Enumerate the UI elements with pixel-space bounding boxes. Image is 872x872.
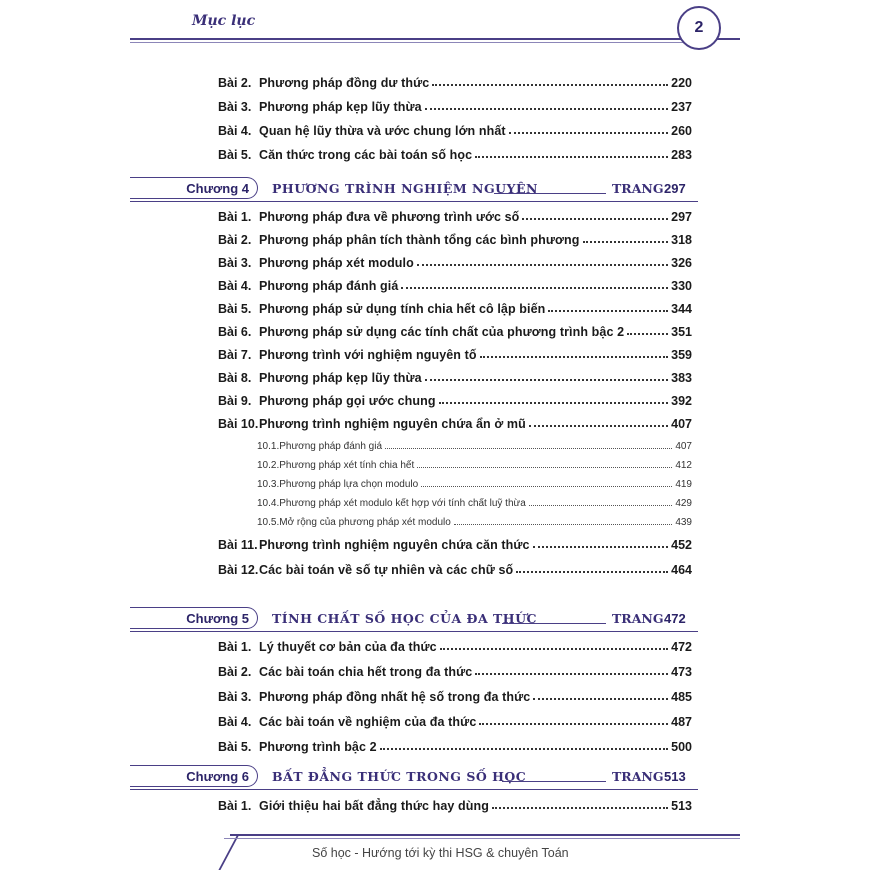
entry-label: Bài 5. <box>218 148 252 162</box>
toc-entry <box>218 365 692 385</box>
entry-label: Bài 3. <box>218 690 252 704</box>
toc-entry <box>218 684 692 704</box>
toc-entry <box>218 793 692 813</box>
dot-leader <box>529 425 668 427</box>
dot-leader <box>583 241 669 243</box>
entry-page: 472 <box>671 640 692 654</box>
toc-entry <box>218 70 692 90</box>
toc-entry <box>218 342 692 362</box>
entry-title: Căn thức trong các bài toán số học <box>259 148 473 162</box>
toc-subentry <box>257 491 692 509</box>
entry-label: Bài 8. <box>218 371 252 385</box>
toc-entry <box>218 634 692 654</box>
chapter-page: 472 <box>664 611 686 626</box>
page-number-badge: 2 <box>677 6 721 50</box>
subentry-page: 439 <box>675 517 692 528</box>
chapter-page: 513 <box>664 769 686 784</box>
header-title: Mục lục <box>192 13 256 29</box>
entry-title: Phương trình nghiệm nguyên chứa căn thức <box>259 538 530 552</box>
toc-subentry <box>257 453 692 471</box>
entry-page: 318 <box>671 233 692 247</box>
dot-leader <box>421 486 672 487</box>
toc-entry <box>218 204 692 224</box>
subentry-page: 407 <box>675 441 692 452</box>
subentry-page: 429 <box>675 498 692 509</box>
chapter-trang-label: TRANG <box>612 769 664 784</box>
entry-title: Phương pháp gọi ước chung <box>259 394 436 408</box>
chapter-underline <box>130 789 698 790</box>
entry-label: Bài 1. <box>218 640 252 654</box>
entry-title: Phương pháp đưa về phương trình ước số <box>259 210 520 224</box>
entry-label: Bài 4. <box>218 279 252 293</box>
entry-label: Bài 5. <box>218 302 252 316</box>
subentry-title: 10.5.Mở rộng của phương pháp xét modulo <box>257 517 451 528</box>
entry-page: 351 <box>671 325 692 339</box>
dot-leader <box>533 698 668 700</box>
entry-title: Phương pháp kẹp lũy thừa <box>259 371 422 385</box>
dot-leader <box>432 84 668 86</box>
dot-leader <box>401 287 668 289</box>
entry-page: 452 <box>671 538 692 552</box>
dot-leader <box>439 402 669 404</box>
dot-leader <box>522 218 668 220</box>
dot-leader <box>475 156 668 158</box>
dot-leader <box>627 333 668 335</box>
subentry-title: 10.2.Phương pháp xét tính chia hết <box>257 460 415 471</box>
entry-label: Bài 3. <box>218 100 252 114</box>
toc-entry <box>218 296 692 316</box>
entry-title: Phương trình với nghiệm nguyên tố <box>259 348 477 362</box>
entry-title: Phương pháp đồng nhất hệ số trong đa thức <box>259 690 531 704</box>
toc-entry <box>218 734 692 754</box>
entry-page: 220 <box>671 76 692 90</box>
entry-title: Phương pháp đồng dư thức <box>259 76 430 90</box>
entry-label: Bài 2. <box>218 233 252 247</box>
entry-title: Giới thiệu hai bất đẳng thức hay dùng <box>259 799 489 813</box>
dot-leader <box>533 546 669 548</box>
chapter-title-rule <box>502 781 606 782</box>
entry-label: Bài 9. <box>218 394 252 408</box>
subentry-title: 10.3.Phương pháp lựa chọn modulo <box>257 479 419 490</box>
toc-entry <box>218 319 692 339</box>
chapter-title: PHƯƠNG TRÌNH NGHIỆM NGUYÊN <box>272 181 538 196</box>
entry-label: Bài 4. <box>218 715 252 729</box>
chapter-underline <box>130 631 698 632</box>
entry-page: 487 <box>671 715 692 729</box>
entry-label: Bài 10. <box>218 417 259 431</box>
entry-page: 283 <box>671 148 692 162</box>
toc-entry <box>218 118 692 138</box>
footer-rule-thin <box>224 838 740 839</box>
entry-page: 344 <box>671 302 692 316</box>
entry-title: Phương pháp sử dụng tính chia hết cô lập biến <box>259 302 546 316</box>
toc-entry <box>218 94 692 114</box>
entry-page: 297 <box>671 210 692 224</box>
toc-entry <box>218 388 692 408</box>
entry-label: Bài 5. <box>218 740 252 754</box>
entry-label: Bài 11. <box>218 538 258 552</box>
toc-entry <box>218 273 692 293</box>
dot-leader <box>425 108 668 110</box>
chapter-title-rule <box>502 623 606 624</box>
header-rule <box>130 38 740 40</box>
toc-subentry <box>257 472 692 490</box>
dot-leader <box>548 310 668 312</box>
chapter-title: TÍNH CHẤT SỐ HỌC CỦA ĐA THỨC <box>272 611 537 626</box>
entry-page: 464 <box>671 563 692 577</box>
subentry-title: 10.4.Phương pháp xét modulo kết hợp với tính chất luỹ thừa <box>257 498 526 509</box>
toc-entry <box>218 411 692 431</box>
entry-label: Bài 2. <box>218 76 252 90</box>
dot-leader <box>475 673 668 675</box>
header-rule-thin <box>130 42 690 43</box>
entry-page: 500 <box>671 740 692 754</box>
dot-leader <box>380 748 668 750</box>
entry-title: Phương pháp kẹp lũy thừa <box>259 100 422 114</box>
toc-entry <box>218 227 692 247</box>
chapter-heading <box>130 604 700 634</box>
chapter-trang-label: TRANG <box>612 611 664 626</box>
entry-page: 392 <box>671 394 692 408</box>
dot-leader <box>516 571 668 573</box>
toc-entry <box>218 532 692 552</box>
entry-page: 237 <box>671 100 692 114</box>
subentry-page: 412 <box>675 460 692 471</box>
entry-title: Phương pháp phân tích thành tổng các bình phương <box>259 233 580 247</box>
entry-title: Các bài toán chia hết trong đa thức <box>259 665 473 679</box>
entry-page: 407 <box>671 417 692 431</box>
chapter-underline <box>130 201 698 202</box>
dot-leader <box>479 723 668 725</box>
dot-leader <box>417 467 672 468</box>
entry-title: Phương pháp sử dụng các tính chất của phương trình bậc 2 <box>259 325 625 339</box>
entry-title: Lý thuyết cơ bản của đa thức <box>259 640 437 654</box>
entry-title: Phương trình nghiệm nguyên chứa ẩn ở mũ <box>259 417 526 431</box>
entry-page: 359 <box>671 348 692 362</box>
toc-entry <box>218 557 692 577</box>
dot-leader <box>440 648 668 650</box>
toc-subentry <box>257 434 692 452</box>
entry-title: Phương pháp xét modulo <box>259 256 414 270</box>
entry-page: 473 <box>671 665 692 679</box>
toc-entry <box>218 659 692 679</box>
footer-rule <box>230 834 740 836</box>
entry-label: Bài 12. <box>218 563 259 577</box>
toc-entry <box>218 709 692 729</box>
dot-leader <box>480 356 669 358</box>
toc-page <box>130 0 742 872</box>
chapter-tab: Chương 6 <box>130 765 258 787</box>
entry-title: Phương pháp đánh giá <box>259 279 399 293</box>
chapter-heading <box>130 174 700 204</box>
toc-entry <box>218 250 692 270</box>
entry-page: 383 <box>671 371 692 385</box>
chapter-heading <box>130 762 700 792</box>
entry-label: Bài 2. <box>218 665 252 679</box>
entry-label: Bài 3. <box>218 256 252 270</box>
entry-label: Bài 1. <box>218 799 252 813</box>
dot-leader <box>425 379 668 381</box>
entry-title: Các bài toán về số tự nhiên và các chữ số <box>259 563 514 577</box>
entry-page: 260 <box>671 124 692 138</box>
chapter-tab: Chương 5 <box>130 607 258 629</box>
dot-leader <box>529 505 673 506</box>
chapter-title-rule <box>494 193 606 194</box>
entry-label: Bài 6. <box>218 325 252 339</box>
entry-title: Các bài toán về nghiệm của đa thức <box>259 715 477 729</box>
entry-page: 513 <box>671 799 692 813</box>
entry-label: Bài 1. <box>218 210 252 224</box>
chapter-tab: Chương 4 <box>130 177 258 199</box>
entry-page: 326 <box>671 256 692 270</box>
dot-leader <box>509 132 668 134</box>
footer-slant <box>218 834 239 870</box>
subentry-title: 10.1.Phương pháp đánh giá <box>257 441 383 452</box>
toc-entry <box>218 142 692 162</box>
toc-subentry <box>257 510 692 528</box>
entry-page: 330 <box>671 279 692 293</box>
entry-label: Bài 7. <box>218 348 252 362</box>
entry-title: Phương trình bậc 2 <box>259 740 377 754</box>
dot-leader <box>385 448 672 449</box>
entry-page: 485 <box>671 690 692 704</box>
dot-leader <box>417 264 668 266</box>
chapter-page: 297 <box>664 181 686 196</box>
dot-leader <box>454 524 672 525</box>
footer-text: Số học - Hướng tới kỳ thi HSG & chuyên Toán <box>312 846 569 860</box>
chapter-title: BẤT ĐẲNG THỨC TRONG SỐ HỌC <box>272 769 527 784</box>
dot-leader <box>492 807 668 809</box>
entry-title: Quan hệ lũy thừa và ước chung lớn nhất <box>259 124 506 138</box>
subentry-page: 419 <box>675 479 692 490</box>
chapter-trang-label: TRANG <box>612 181 664 196</box>
entry-label: Bài 4. <box>218 124 252 138</box>
